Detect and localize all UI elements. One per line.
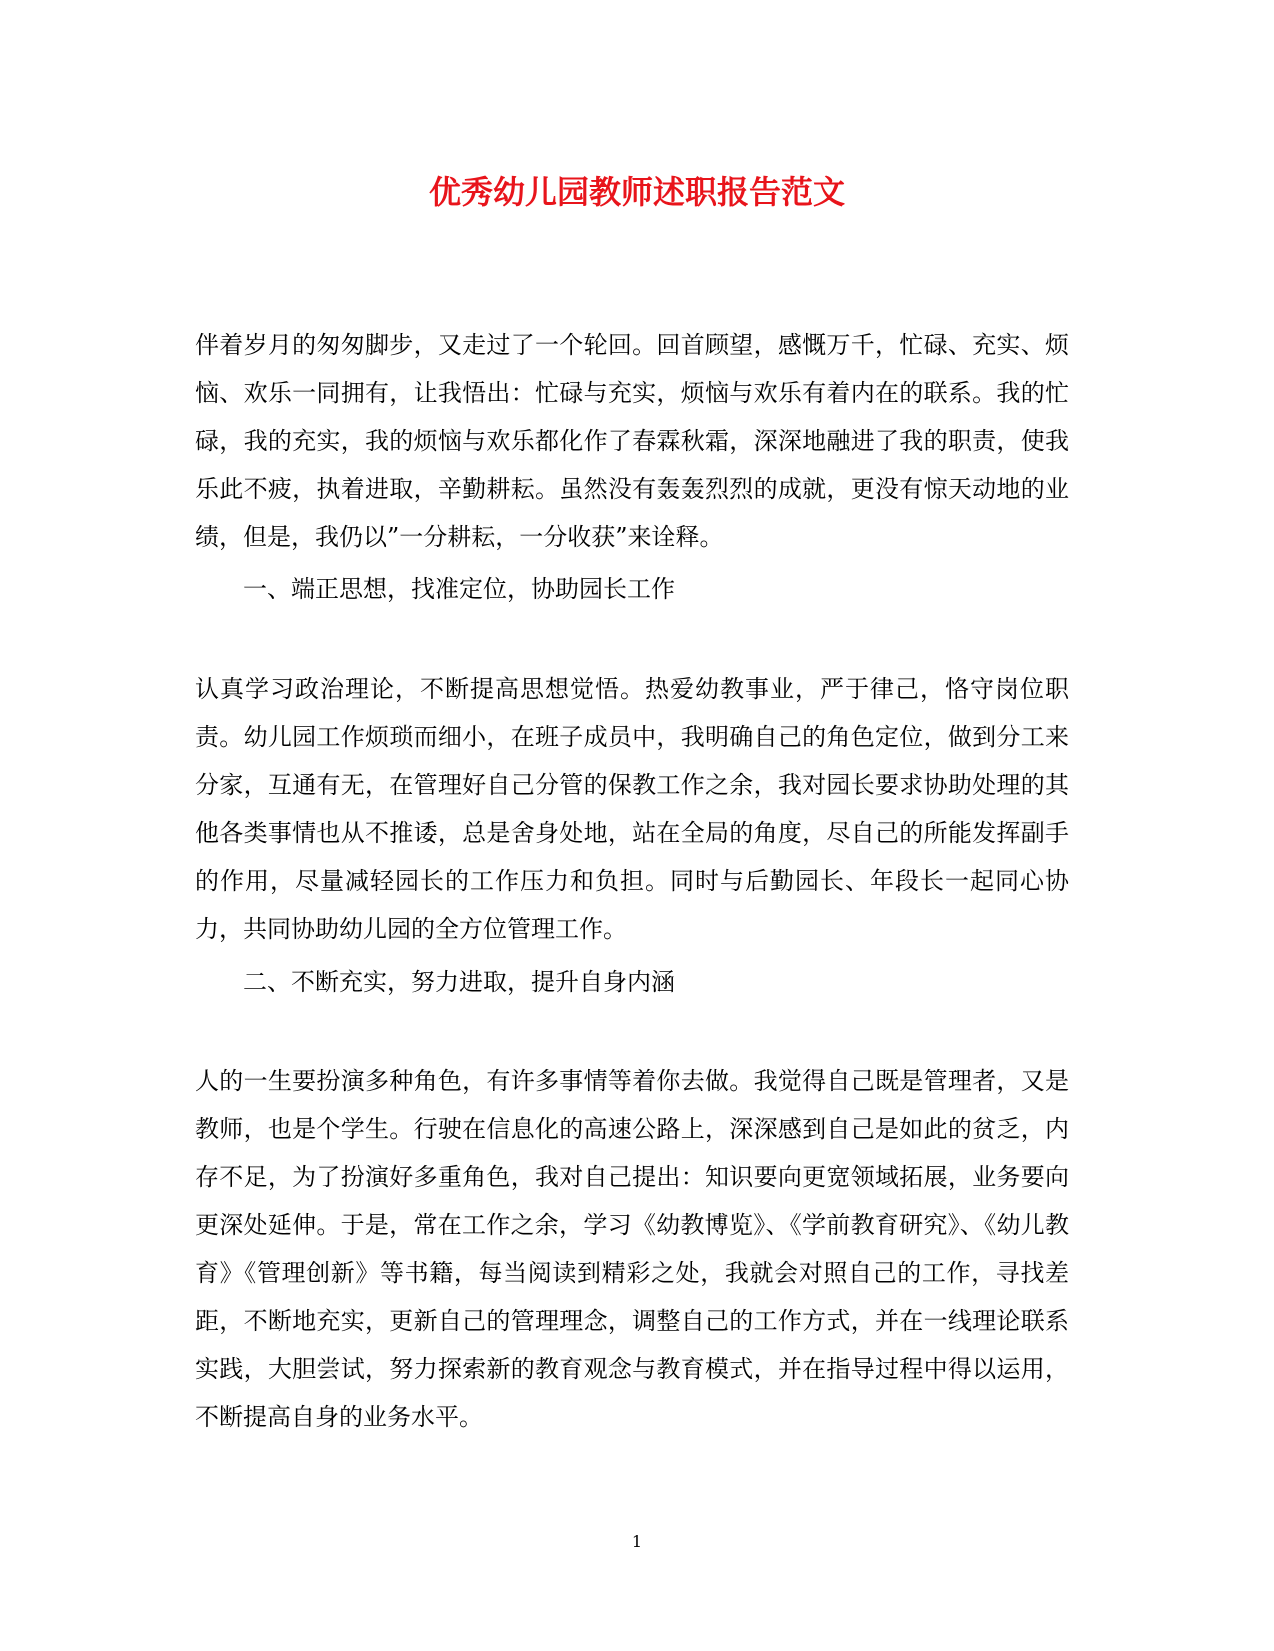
body-paragraph-3: 人的一生要扮演多种角色，有许多事情等着你去做。我觉得自己既是管理者，又是教师，也是个学生。行驶在信息化的高速公路上，深深感到自己是如此的贫乏，内存不足，为了扮演好多重角色，我对自己提出：知识要向更宽领域拓展，业务要向更深处延伸。于是，常在工作之余，学习《幼教博览》、《学前教育研究》、《幼儿教育》《管理创新》等书籍，每当阅读到精彩之处，我就会对照自己的工作，寻找差距，不断地充实，更新自己的管理理念，调整自己的工作方式，并在一线理论联系实践，大胆尝试，努力探索新的教育观念与教育模式，并在指导过程中得以运用，不断提高自身的业务水平。 — [195, 1067, 1069, 1431]
section-heading-2: 二、不断充实，努力进取，提升自身内涵 — [243, 968, 675, 996]
page-number: 1 — [631, 1532, 643, 1551]
body-paragraph-1: 伴着岁月的匆匆脚步，又走过了一个轮回。回首顾望，感慨万千，忙碌、充实、烦恼、欢乐一同拥有，让我悟出：忙碌与充实，烦恼与欢乐有着内在的联系。我的忙碌，我的充实，我的烦恼与欢乐都化作了春霖秋霜，深深地融进了我的职责，使我乐此不疲，执着进取，辛勤耕耘。虽然没有轰轰烈烈的成就，更没有惊天动地的业绩，但是，我仍以”一分耕耘，一分收获”来诠释。 — [195, 331, 1069, 551]
section-heading-1: 一、端正思想，找准定位，协助园长工作 — [243, 575, 675, 603]
body-paragraph-2: 认真学习政治理论，不断提高思想觉悟。热爱幼教事业，严于律己，恪守岗位职责。幼儿园工作烦琐而细小，在班子成员中，我明确自己的角色定位，做到分工来分家，互通有无，在管理好自己分管的保教工作之余，我对园长要求协助处理的其他各类事情也从不推诿，总是舍身处地，站在全局的角度，尽自己的所能发挥副手的作用，尽量减轻园长的工作压力和负担。同时与后勤园长、年段长一起同心协力，共同协助幼儿园的全方位管理工作。 — [195, 675, 1069, 943]
document-title: 优秀幼儿园教师述职报告范文 — [428, 173, 845, 211]
